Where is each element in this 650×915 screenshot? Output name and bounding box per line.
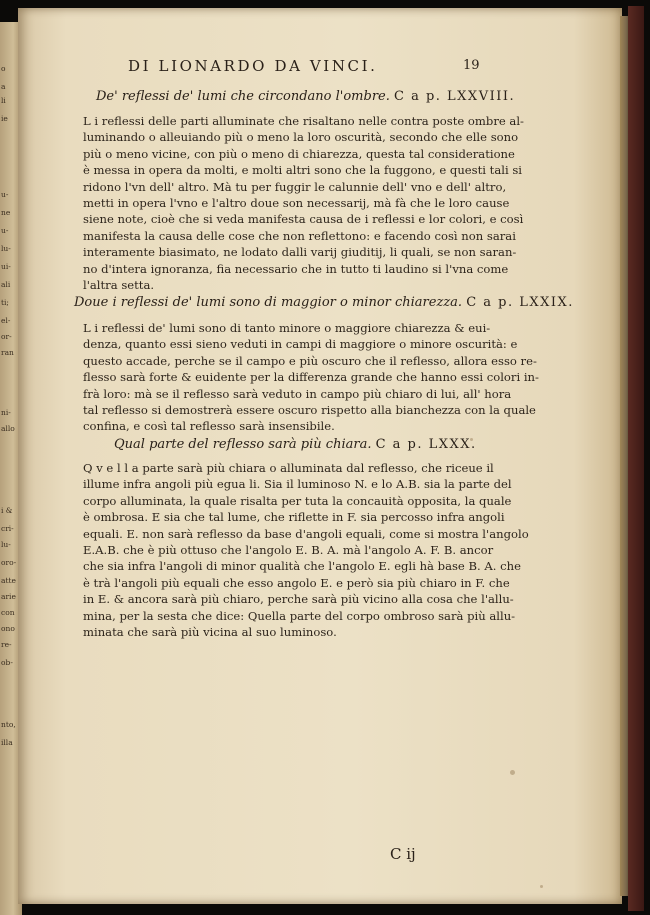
facing-page-fragment: a <box>1 82 6 91</box>
text-line: confina, e così tal reflesso sarà insensibile. <box>83 419 335 434</box>
text-line: è trà l'angoli più equali che esso angolo E. e però sia più chiaro in F. che <box>83 575 510 590</box>
paper-spot <box>540 885 543 888</box>
facing-page-fragment: arie <box>1 592 16 601</box>
facing-page-fragment: oro- <box>1 558 17 567</box>
signature-mark: C ij <box>390 845 416 863</box>
facing-page-fragment: atte <box>1 576 16 585</box>
text-line: questo accade, perche se il campo e più oscuro che il reflesso, allora esso re- <box>83 353 537 368</box>
text-line: equali. E. non sarà reflesso da base d'angoli equali, come si mostra l'angolo <box>83 526 529 541</box>
chapter-heading-78 <box>96 89 515 104</box>
text-line: denza, quanto essi sieno veduti in campi di maggiore o minore oscurità: e <box>83 337 518 352</box>
text-line: minata che sarà più vicina al suo luminoso. <box>83 625 337 639</box>
chapter-number-80: C a p. LXXX. <box>375 437 477 452</box>
folio-number: 19 <box>463 58 480 73</box>
paper-spot <box>510 770 515 775</box>
text-line: in E. & ancora sarà più chiaro, perche sarà più vicino alla cosa che l'allu- <box>83 592 514 607</box>
chapter-title-79: Doue i reflessi de' lumi sono di maggior o minor chiarezza. <box>74 295 463 310</box>
text-line: più o meno vicine, con più o meno di chiarezza, questa tal consideratione <box>83 146 515 161</box>
text-line: illume infra angoli più egua li. Sia il luminoso N. e lo A.B. sia la parte del <box>83 477 512 492</box>
facing-page-fragment: lu- <box>1 540 11 549</box>
running-head: DI LIONARDO DA VINCI. <box>128 57 378 75</box>
text-line: ridono l'vn dell' altro. Mà tu per fuggir le calunnie dell' vno e dell' altro, <box>83 179 507 194</box>
facing-page-fragment: u- <box>1 190 9 199</box>
facing-page-fragment: ono <box>1 624 15 633</box>
text-line: è messa in opera da molti, e molti altri sono che la fuggono, e questi tali si <box>83 163 522 178</box>
chapter-number-78: C a p. LXXVIII. <box>394 89 516 104</box>
facing-page-fragment: ran <box>1 348 14 357</box>
chapter-heading-79 <box>74 295 574 310</box>
text-line: interamente biasimato, ne lodato dalli varij giuditij, li quali, se non saran- <box>83 245 517 260</box>
facing-page-fragment: o <box>1 64 6 73</box>
text-line: mina, per la sesta che dice: Quella parte del corpo ombroso sarà più allu- <box>83 608 516 623</box>
facing-page-fragment: illa <box>1 738 13 747</box>
text-line: è ombrosa. E sia che tal lume, che riflette in F. sia percosso infra angoli <box>83 510 505 525</box>
facing-page-fragment: ui- <box>1 262 11 271</box>
facing-page-fragment: con <box>1 608 15 617</box>
text-line: luminando o alleuiando più o meno la loro oscurità, secondo che elle sono <box>83 130 519 145</box>
facing-page-fragment: re- <box>1 640 12 649</box>
facing-page-fragment: nto, <box>1 720 16 729</box>
text-line: l'altra setta. <box>83 278 155 292</box>
text-line: corpo alluminata, la quale risalta per tuta la concauità opposita, la quale <box>83 493 512 508</box>
chapter-title-80: Qual parte del reflesso sarà più chiara. <box>114 437 372 452</box>
facing-page-fragment: allo <box>1 424 15 433</box>
chapter-number-79: C a p. LXXIX. <box>466 295 574 310</box>
facing-page-fragment: ti; <box>1 298 9 307</box>
text-line: manifesta la causa delle cose che non reflettono: e facendo così non sarai <box>83 228 516 243</box>
chapter-heading-80 <box>114 437 477 452</box>
facing-page-fragment: i & <box>1 506 13 515</box>
text-line: metti in opera l'vno e l'altro doue son necessarij, mà fà che le loro cause <box>83 196 510 210</box>
text-line: L i reflessi delle parti alluminate che risaltano nelle contra poste ombre al- <box>83 114 524 128</box>
text-line: frà loro: mà se il reflesso sarà veduto in campo più chiaro di lui, all' hora <box>83 386 512 401</box>
facing-page-fragment: ob- <box>1 658 13 667</box>
text-line: flesso sarà forte & euidente per la differenza grande che hanno essi colori in- <box>83 370 539 385</box>
text-line: tal reflesso si demostrerà essere oscuro rispetto alla bianchezza con la quale <box>83 403 536 417</box>
paper-spot <box>470 438 473 441</box>
facing-page-fragment: or- <box>1 332 12 341</box>
facing-page-fragment: u- <box>1 226 9 235</box>
text-line: Q v e l l a parte sarà più chiara o alluminata dal reflesso, che riceue il <box>83 461 494 475</box>
facing-page-fragment: ali <box>1 280 11 289</box>
book-binding <box>628 6 644 911</box>
facing-page-fragment: ie <box>1 114 8 123</box>
facing-page-fragment: el- <box>1 316 11 325</box>
chapter-title-78: De' reflessi de' lumi che circondano l'ombre. <box>96 89 390 104</box>
text-line: che sia infra l'angoli di minor qualità che l'angolo E. egli hà base B. A. che <box>83 559 521 574</box>
facing-page-fragment: cri- <box>1 524 14 533</box>
text-line: no d'intera ignoranza, fia necessario che in tutto ti laudino si l'vna come <box>83 261 509 276</box>
facing-page-fragment: ne <box>1 208 11 217</box>
text-line: E.A.B. che è più ottuso che l'angolo E. B. A. mà l'angolo A. F. B. ancor <box>83 543 494 557</box>
facing-page-fragment: ni- <box>1 408 11 417</box>
facing-page-fragment: lu- <box>1 244 11 253</box>
text-line: L i reflessi de' lumi sono di tanto minore o maggiore chiarezza & eui- <box>83 321 491 335</box>
facing-page-fragment: li <box>1 96 6 105</box>
text-line: siene note, cioè che si veda manifesta causa de i reflessi e lor colori, e così <box>83 212 524 227</box>
